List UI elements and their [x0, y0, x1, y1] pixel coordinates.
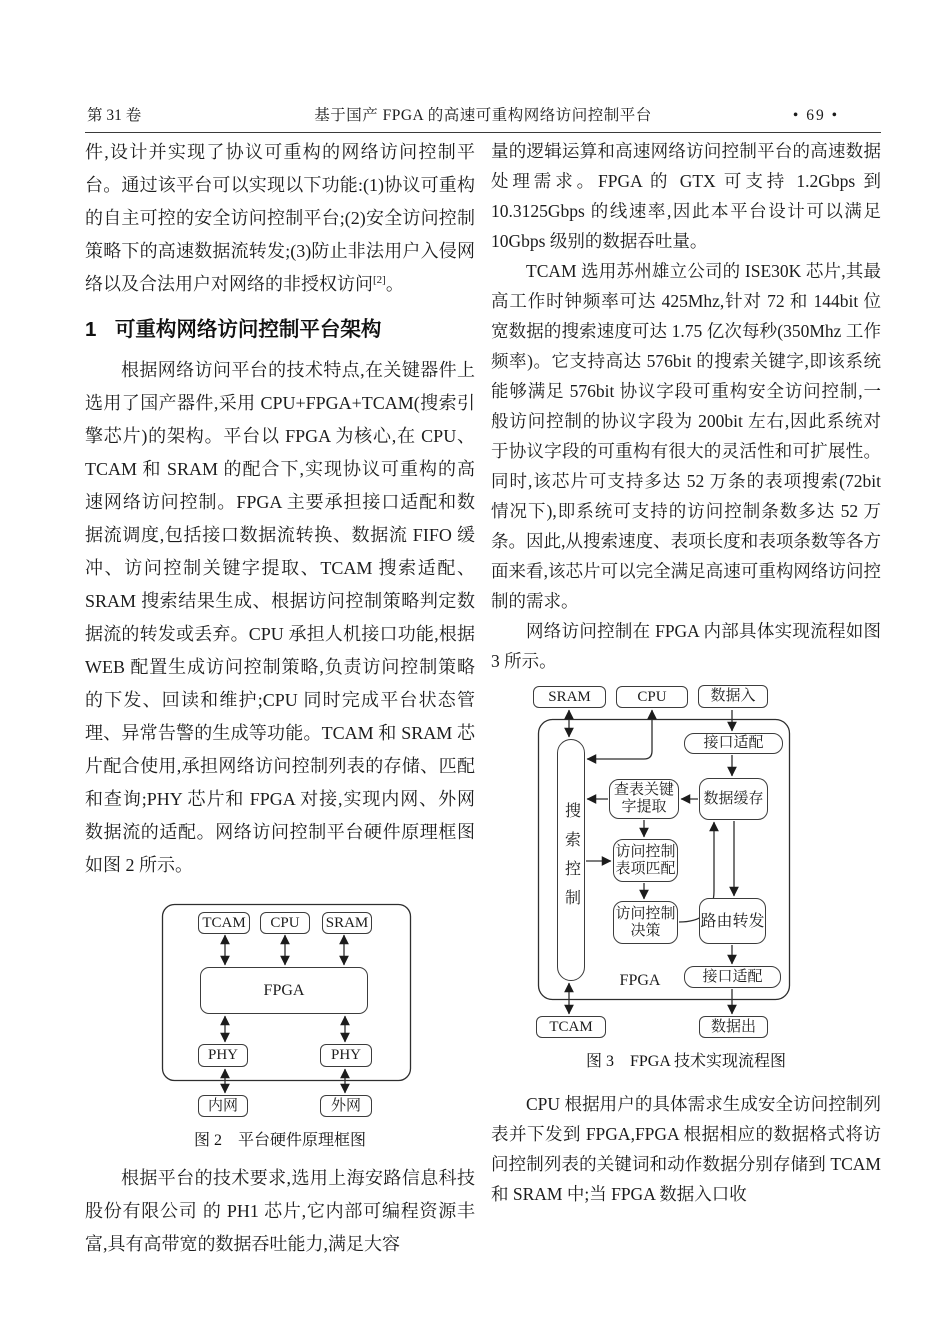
header-title: 基于国产 FPGA 的高速可重构网络访问控制平台 — [314, 107, 652, 124]
fig3-acl-decision-line1: 访问控制 — [615, 905, 676, 922]
header-volume: 第 31 卷 — [87, 107, 142, 124]
section-title: 可重构网络访问控制平台架构 — [114, 318, 382, 341]
fig3-box-interface-adapt-top: 接口适配 — [684, 733, 783, 754]
fig3-acl-match-label — [615, 844, 675, 878]
figure-2 — [85, 894, 475, 1154]
fig3-box-interface-adapt-bottom: 接口适配 — [684, 966, 781, 988]
paragraph: CPU 根据用户的具体需求生成安全访问控制列表并下发到 FPGA,FPGA 根据相应的数据格式将访问控制列表的关键词和动作数据分别存储到 TCAM 和 SRAM 中;当 FPGA 数据入口收 — [491, 1094, 881, 1204]
section-heading — [85, 315, 475, 345]
figure-2-caption: 图 2 平台硬件原理框图 — [193, 1132, 366, 1149]
figure-3 — [491, 681, 881, 1079]
fig2-box-fpga: FPGA — [200, 967, 368, 1014]
fig2-box-intranet: 内网 — [198, 1095, 248, 1117]
paragraph — [85, 136, 475, 301]
fig3-box-acl-match — [613, 839, 678, 882]
fig3-acl-decision-line2: 决策 — [630, 922, 661, 939]
header-page-number: • 69 • — [792, 107, 839, 124]
paragraph-text: 件,设计并实现了协议可重构的网络访问控制平台。通过该平台可以实现以下功能:(1)协议可重构的自主可控的安全访问控制平台;(2)安全访问控制策略下的高速数据流转发;(3)防止非法用户入侵网络以及合法用户对网络的非授权访问 — [85, 142, 475, 294]
fig3-box-data-cache: 数据缓存 — [699, 778, 768, 820]
fig2-box-sram: SRAM — [322, 912, 372, 934]
fig2-box-phy-right: PHY — [320, 1044, 372, 1067]
fig3-fpga-label: FPGA — [619, 972, 661, 989]
fig3-box-key-extract — [609, 779, 679, 819]
fig2-box-phy-left: PHY — [198, 1044, 248, 1067]
fig3-acl-match-line2: 表项匹配 — [615, 860, 676, 877]
citation-ref: [2] — [373, 274, 386, 286]
right-column — [491, 136, 881, 1261]
fig3-box-tcam: TCAM — [536, 1016, 606, 1038]
page-header — [85, 102, 881, 133]
fig3-box-cpu: CPU — [616, 686, 688, 708]
fig3-acl-match-line1: 访问控制 — [615, 843, 676, 860]
fig2-box-cpu: CPU — [260, 912, 310, 934]
fig3-key-extract-line1: 查表关键 — [613, 782, 674, 798]
paragraph: 根据网络访问平台的技术特点,在关键器件上选用了国产器件,采用 CPU+FPGA+TCAM(搜索引擎芯片)的架构。平台以 FPGA 为核心,在 CPU、TCAM 和 SRAM 的配合下,实现协议可重构的高速网络访问控制。FPGA 主要承担接口适配和数据流调度,包括接口数据流转换、数据流 FIFO 缓冲、访问控制关键字提取、TCAM 搜索适配、SRAM 搜索结果生成、根据访问控制策略判定数据流的转发或丢弃。CPU 承担人机接口功能,根据 WEB 配置生成访问控制策略,负责访问控制策略的下发、回读和维护;CPU 同时完成平台状态管理、异常告警的生成等功能。TCAM 和 SRAM 芯片配合使用,承担网络访问控制列表的存储、匹配和查询;PHY 芯片和 FPGA 对接,实现内网、外网数据流的适配。网络访问控制平台硬件原理框图如图 2 所示。 — [85, 360, 475, 875]
fig2-box-extranet: 外网 — [320, 1095, 372, 1117]
fig3-box-sram: SRAM — [533, 686, 606, 708]
paragraph: 根据平台的技术要求,选用上海安路信息科技股份有限公司 的 PH1 芯片,它内部可编程资源丰富,具有高带宽的数据吞吐能力,满足大容 — [85, 1168, 475, 1254]
figure-3-caption: 图 3 FPGA 技术实现流程图 — [585, 1053, 787, 1070]
fig3-search-control-label: 搜索控制 — [562, 802, 580, 918]
left-column — [85, 136, 475, 1261]
fig3-acl-decision-label — [615, 906, 675, 940]
section-number: 1 — [85, 318, 97, 341]
fig3-box-search-control — [557, 739, 585, 981]
fig3-key-extract-label — [614, 782, 674, 816]
paragraph: TCAM 选用苏州雄立公司的 ISE30K 芯片,其最高工作时钟频率可达 425Mhz,针对 72 和 144bit 位宽数据的搜索速度可达 1.75 亿次每秒(350Mhz 工作频率)。它支持高达 576bit 的搜索关键字,即该系统能够满足 576bit 协议字段可重构安全访问控制,一般访问控制的协议字段为 200bit 左右,因此系统对于协议字段的可重构有很大的灵活性和可扩展性。同时,该芯片可支持多达 52 万条的表项搜索(72bit 情况下),即系统可支持的访问控制条数多达 52 万条。因此,从搜索速度、表项长度和表项条数等各方面来看,该芯片可以完全满足高速可重构网络访问控制的需求。 — [491, 261, 881, 611]
paragraph: 网络访问控制在 FPGA 内部具体实现流程如图 3 所示。 — [491, 621, 881, 671]
fig3-box-data-out: 数据出 — [699, 1016, 768, 1038]
fig3-box-route-forward: 路由转发 — [699, 898, 766, 944]
fig2-box-tcam: TCAM — [198, 912, 250, 934]
fig3-box-data-in: 数据入 — [698, 685, 768, 708]
paragraph: 量的逻辑运算和高速网络访问控制平台的高速数据处理需求。FPGA 的 GTX 可支持 1.2Gbps 到 10.3125Gbps 的线速率,因此本平台设计可以满足 10Gbps 级别的数据吞吐量。 — [491, 141, 881, 251]
paragraph-text: 。 — [385, 274, 404, 294]
fig3-key-extract-line2: 字提取 — [621, 799, 667, 815]
two-column-body — [85, 136, 881, 1261]
fig3-box-acl-decision — [613, 901, 678, 944]
